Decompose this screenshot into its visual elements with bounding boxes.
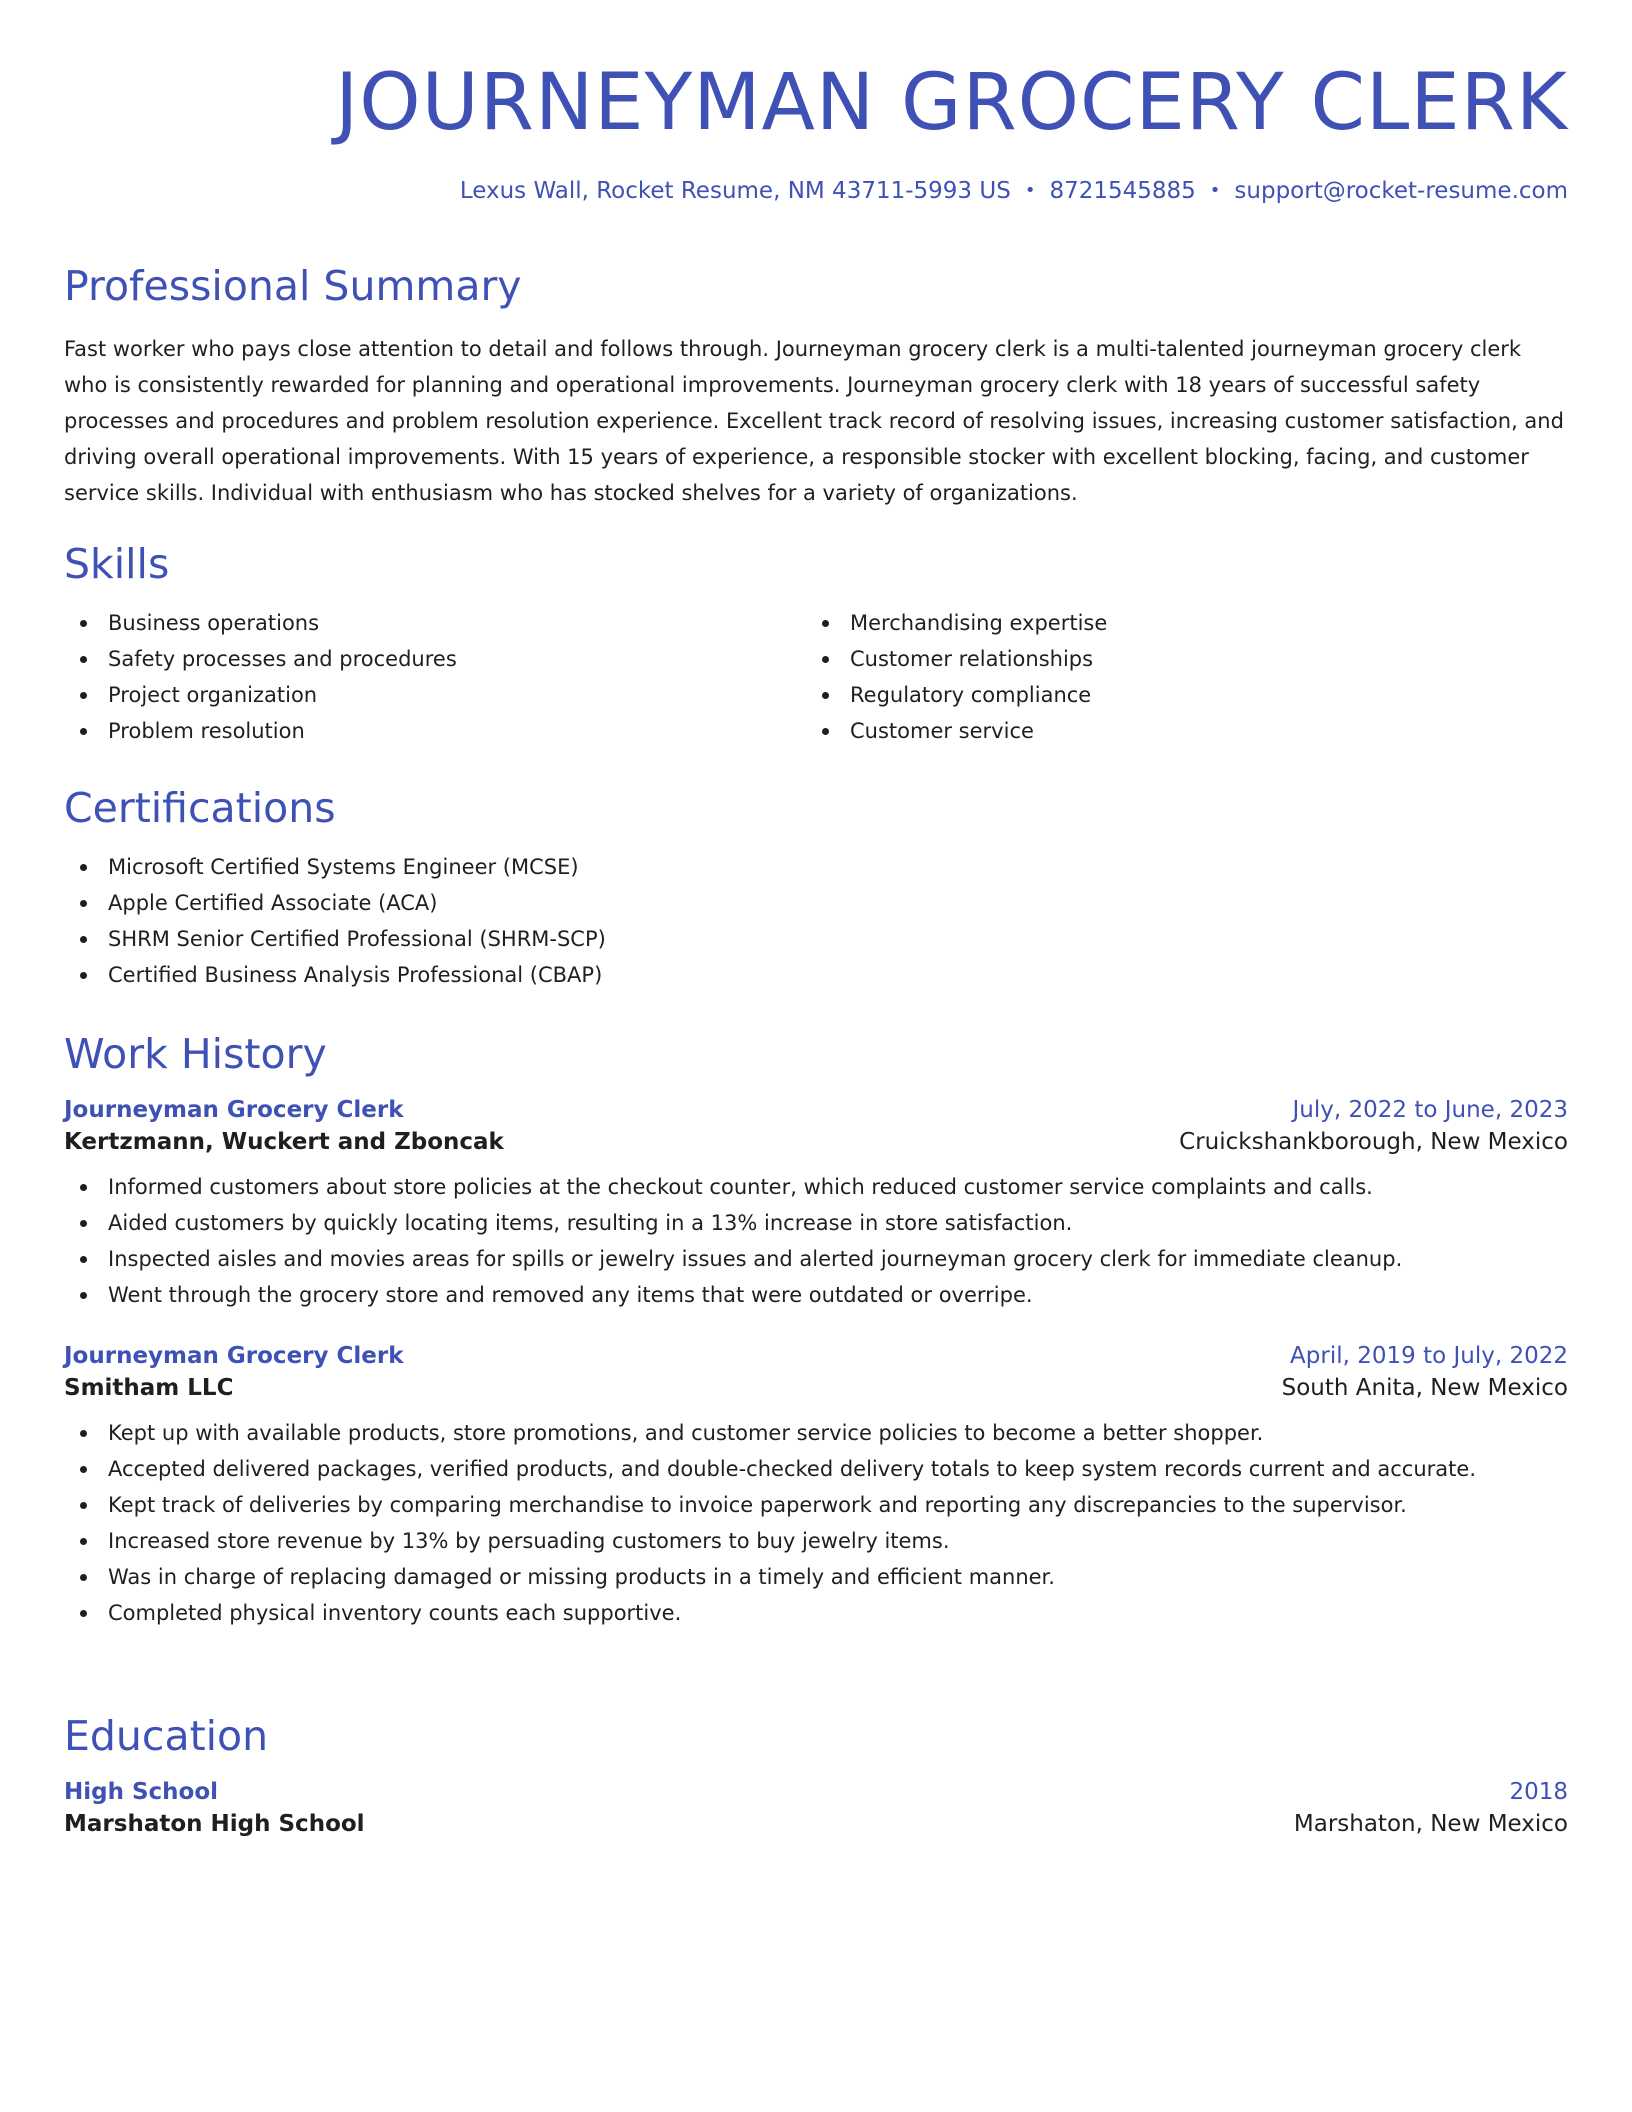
job-title: Journeyman Grocery Clerk xyxy=(64,1343,404,1370)
contact-line xyxy=(64,178,1568,204)
skill-item: Merchandising expertise xyxy=(806,605,1548,641)
job-duties-list xyxy=(64,1415,1568,1631)
job-company: Kertzmann, Wuckert and Zboncak xyxy=(64,1129,504,1156)
job-dates: July, 2022 to June, 2023 xyxy=(1292,1097,1568,1124)
job-header-row xyxy=(64,1343,1568,1369)
education-year: 2018 xyxy=(1509,1779,1568,1806)
job-duty-item: Informed customers about store policies at the checkout counter, which reduced customer service complaints and calls. xyxy=(64,1169,1568,1205)
skills-columns xyxy=(64,605,1568,749)
certification-item: Certified Business Analysis Professional (CBAP) xyxy=(64,957,1568,993)
section-heading: Education xyxy=(64,1712,269,1760)
skills-section xyxy=(64,540,1568,749)
skills-list-left xyxy=(64,605,806,749)
education-entry xyxy=(64,1779,1568,1837)
skill-item: Customer relationships xyxy=(806,641,1548,677)
certification-item: Apple Certified Associate (ACA) xyxy=(64,885,1568,921)
certifications-list xyxy=(64,849,1568,993)
education-section xyxy=(64,1712,1568,1837)
contact-separator: • xyxy=(1209,180,1221,201)
job-duties-list xyxy=(64,1169,1568,1313)
job-location: South Anita, New Mexico xyxy=(1281,1375,1568,1402)
section-heading: Certifications xyxy=(64,784,336,832)
certifications-section xyxy=(64,784,1568,993)
job-company: Smitham LLC xyxy=(64,1375,234,1402)
education-school: Marshaton High School xyxy=(64,1811,365,1838)
job-duty-item: Aided customers by quickly locating items, resulting in a 13% increase in store satisfaction. xyxy=(64,1205,1568,1241)
job-entry xyxy=(64,1097,1568,1313)
professional-summary-section xyxy=(64,262,1568,511)
skill-item: Business operations xyxy=(64,605,806,641)
section-heading: Work History xyxy=(64,1030,327,1078)
job-duty-item: Accepted delivered packages, verified products, and double-checked delivery totals to keep system records current and accurate. xyxy=(64,1451,1568,1487)
job-company-row xyxy=(64,1129,1568,1155)
education-location: Marshaton, New Mexico xyxy=(1293,1811,1568,1838)
job-duty-item: Went through the grocery store and removed any items that were outdated or overripe. xyxy=(64,1277,1568,1313)
resume-page xyxy=(64,0,1568,1838)
job-duty-item: Inspected aisles and movies areas for spills or jewelry issues and alerted journeyman grocery clerk for immediate cleanup. xyxy=(64,1241,1568,1277)
certification-item: Microsoft Certified Systems Engineer (MCSE) xyxy=(64,849,1568,885)
section-heading: Professional Summary xyxy=(64,262,522,310)
job-title: Journeyman Grocery Clerk xyxy=(64,1097,404,1124)
education-degree: High School xyxy=(64,1779,219,1806)
job-company-row xyxy=(64,1375,1568,1401)
job-duty-item: Increased store revenue by 13% by persuading customers to buy jewelry items. xyxy=(64,1523,1568,1559)
contact-address: Lexus Wall, Rocket Resume, NM 43711-5993 US xyxy=(459,178,1011,204)
skill-item: Regulatory compliance xyxy=(806,677,1548,713)
contact-separator: • xyxy=(1024,180,1036,201)
job-entry xyxy=(64,1343,1568,1631)
work-history-section xyxy=(64,1030,1568,1631)
skill-item: Problem resolution xyxy=(64,713,806,749)
certification-item: SHRM Senior Certified Professional (SHRM-SCP) xyxy=(64,921,1568,957)
job-duty-item: Kept track of deliveries by comparing merchandise to invoice paperwork and reporting any discrepancies to the supervisor. xyxy=(64,1487,1568,1523)
job-location: Cruickshankborough, New Mexico xyxy=(1179,1129,1568,1156)
skill-item: Customer service xyxy=(806,713,1548,749)
job-duty-item: Completed physical inventory counts each supportive. xyxy=(64,1595,1568,1631)
job-duty-item: Kept up with available products, store promotions, and customer service policies to become a better shopper. xyxy=(64,1415,1568,1451)
education-header-row xyxy=(64,1779,1568,1805)
job-header-row xyxy=(64,1097,1568,1123)
contact-phone: 8721545885 xyxy=(1049,178,1196,204)
job-duty-item: Was in charge of replacing damaged or missing products in a timely and efficient manner. xyxy=(64,1559,1568,1595)
job-dates: April, 2019 to July, 2022 xyxy=(1290,1343,1568,1370)
education-school-row xyxy=(64,1811,1568,1837)
skills-list-right xyxy=(806,605,1548,749)
resume-title: JOURNEYMAN GROCERY CLERK xyxy=(335,58,1568,148)
contact-email[interactable]: support@rocket-resume.com xyxy=(1234,178,1568,204)
section-heading: Skills xyxy=(64,540,170,588)
summary-paragraph: Fast worker who pays close attention to detail and follows through. Journeyman grocery clerk is a multi-talented journeyman grocery clerk who is consistently rewarded for planning and operational improvements. Journeyman grocery clerk with 18 years of successful safety processes and procedures and problem resolution experience. Excellent track record of resolving issues, increasing customer satisfaction, and driving overall operational improvements. With 15 years of experience, a responsible stocker with excellent blocking, facing, and customer service skills. Individual with enthusiasm who has stocked shelves for a variety of organizations. xyxy=(64,337,1564,506)
skill-item: Safety processes and procedures xyxy=(64,641,806,677)
skill-item: Project organization xyxy=(64,677,806,713)
